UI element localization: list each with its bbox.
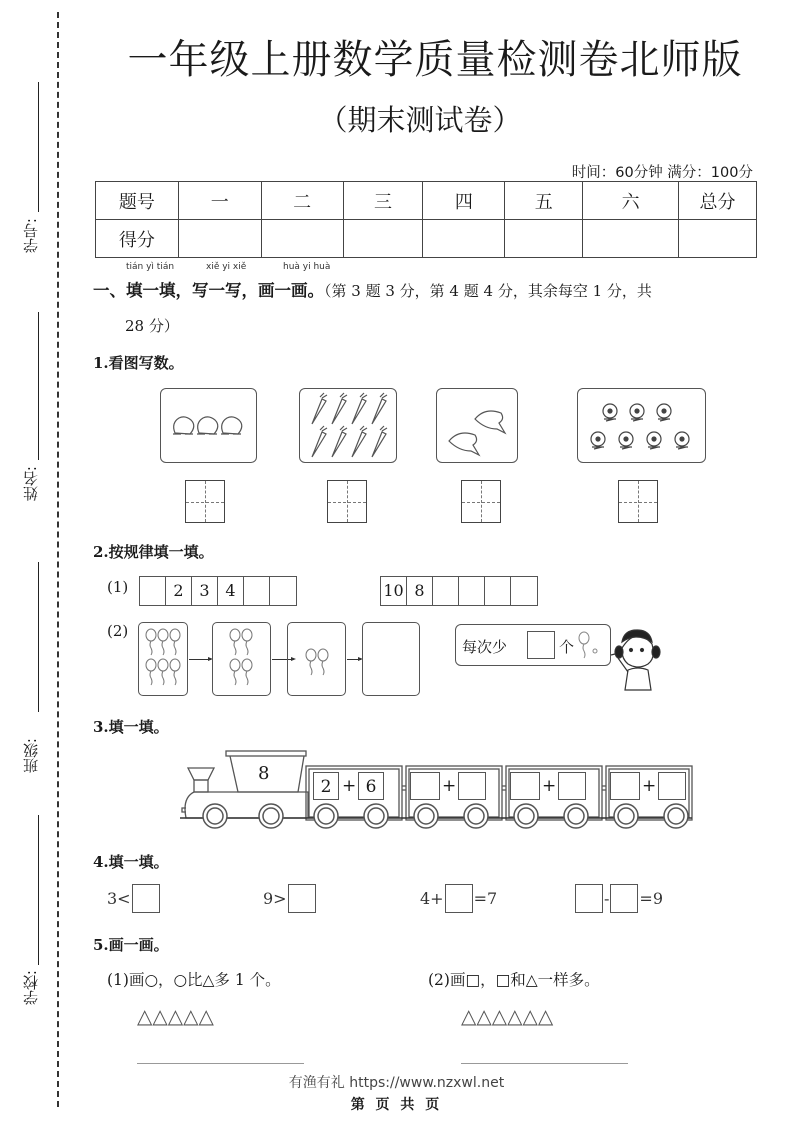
car1-right-value: 6 [358, 772, 384, 800]
q4-item-3 [420, 884, 497, 913]
watermark: 有渔有礼 https://www.nzxwl.net [288, 1075, 505, 1091]
pinyin-tian: tián yì tián [126, 262, 175, 272]
car3-left-box[interactable] [510, 772, 540, 800]
q4-item-left: 3< [107, 889, 131, 908]
girl-illustration [608, 628, 668, 698]
sequence-cell[interactable] [433, 577, 459, 605]
q4-item-right: =9 [639, 889, 663, 908]
car2-right-box[interactable] [458, 772, 486, 800]
q4-item-2 [263, 884, 316, 913]
balloon-icon [288, 623, 347, 697]
q4-answer-box[interactable] [610, 884, 638, 913]
sequence-cell: 8 [407, 577, 433, 605]
score-table [95, 181, 757, 258]
picture-peaches [160, 388, 257, 463]
answer-grid-peaches[interactable] [185, 480, 225, 523]
car1-plus: + [342, 776, 357, 796]
balloon-icon [213, 623, 272, 697]
bubble-answer-box[interactable] [527, 631, 555, 659]
score-cell[interactable] [343, 220, 423, 258]
sequence-cell: 2 [166, 577, 192, 605]
sequence-cell[interactable] [140, 577, 166, 605]
score-header-cell: 六 [583, 182, 679, 220]
q4-item-left: 9> [263, 889, 287, 908]
q5-part1-answer-line[interactable] [137, 1063, 304, 1064]
car3-right-box[interactable] [558, 772, 586, 800]
q5-title: 5.画一画。 [93, 936, 169, 954]
student-id-label: 学号: [22, 218, 40, 254]
class-line[interactable] [38, 562, 39, 712]
speech-bubble [455, 624, 611, 666]
q5-part2: (2)画□，□和△一样多。 [428, 971, 600, 989]
car4-plus: + [642, 776, 657, 796]
balloon-box-4 [212, 622, 271, 696]
q2-title: 2.按规律填一填。 [93, 543, 214, 561]
score-cell[interactable] [679, 220, 757, 258]
car3-plus: + [542, 776, 557, 796]
binding-dashed-line [57, 12, 59, 1107]
car1-left-value: 2 [313, 772, 339, 800]
score-header-cell: 五 [505, 182, 583, 220]
car2-left-box[interactable] [410, 772, 440, 800]
sequence-cell[interactable] [485, 577, 511, 605]
q4-item-4 [575, 884, 663, 913]
q4-answer-box[interactable] [132, 884, 160, 913]
q4-answer-box[interactable] [445, 884, 473, 913]
bubble-prefix: 每次少 [462, 638, 508, 656]
answer-grid-carrots[interactable] [327, 480, 367, 523]
section-heading [93, 277, 652, 301]
flower-icon [578, 389, 707, 464]
sequence-cell[interactable] [270, 577, 296, 605]
picture-carrots [299, 388, 397, 463]
sequence-2 [380, 576, 538, 606]
car4-left-box[interactable] [610, 772, 640, 800]
q4-answer-box[interactable] [575, 884, 603, 913]
school-line[interactable] [38, 815, 39, 965]
sequence-1 [139, 576, 297, 606]
page-number: 第 页 共 页 [350, 1097, 443, 1113]
engine-number: 8 [258, 763, 270, 784]
score-header-cell: 一 [178, 182, 261, 220]
sequence-cell: 10 [381, 577, 407, 605]
dolphin-icon [437, 389, 519, 464]
q5-part1: (1)画○，○比△多 1 个。 [107, 971, 281, 989]
pinyin-xie: xiě yi xiě [206, 262, 247, 272]
score-cell[interactable] [178, 220, 261, 258]
peach-icon [161, 389, 258, 464]
car2-plus: + [442, 776, 457, 796]
balloon-icon [139, 623, 189, 697]
car4-right-box[interactable] [658, 772, 686, 800]
arrow-icon [347, 659, 361, 660]
q1-title: 1.看图写数。 [93, 354, 184, 372]
q4-title: 4.填一填。 [93, 853, 169, 871]
balloon-box-2 [287, 622, 346, 696]
section-score-note-cont: 28 分） [125, 317, 179, 335]
score-header-cell: 题号 [96, 182, 179, 220]
student-id-line[interactable] [38, 82, 39, 212]
score-cell[interactable] [423, 220, 505, 258]
q4-item-right: =7 [473, 889, 498, 908]
class-label: 班级: [22, 738, 40, 774]
q5-part2-triangles: △△△△△△ [461, 1004, 554, 1028]
section-heading-text: 一、填一填，写一写，画一画。 [93, 281, 324, 300]
score-header-cell: 总分 [679, 182, 757, 220]
page-subtitle: （期末测试卷） [318, 103, 522, 137]
score-cell[interactable] [505, 220, 583, 258]
bubble-suffix: 个 [559, 638, 575, 656]
q5-part1-triangles: △△△△△ [137, 1004, 214, 1028]
q4-item-mid: - [604, 889, 610, 908]
balloon-box-empty[interactable] [362, 622, 420, 696]
answer-grid-flowers[interactable] [618, 480, 658, 523]
picture-flowers [577, 388, 706, 463]
score-header-cell: 二 [261, 182, 343, 220]
carrot-icon [300, 389, 398, 464]
answer-grid-dolphins[interactable] [461, 480, 501, 523]
q4-answer-box[interactable] [288, 884, 316, 913]
score-header-cell: 三 [343, 182, 423, 220]
score-table-score-row [96, 220, 757, 258]
sequence-cell[interactable] [511, 577, 537, 605]
sequence-cell: 4 [218, 577, 244, 605]
sequence-cell: 3 [192, 577, 218, 605]
sequence-cell[interactable] [459, 577, 485, 605]
q2-part1-label: (1) [107, 578, 129, 596]
sequence-cell[interactable] [244, 577, 270, 605]
score-table-header-row [96, 182, 757, 220]
score-cell[interactable] [583, 220, 679, 258]
page-title: 一年级上册数学质量检测卷北师版 [127, 37, 743, 83]
balloon-icon [576, 629, 606, 663]
arrow-icon [189, 659, 211, 660]
q4-item-1 [107, 884, 160, 913]
score-header-cell: 四 [423, 182, 505, 220]
balloon-box-6 [138, 622, 188, 696]
pinyin-hua: huà yi huà [283, 262, 331, 272]
exam-meta: 时间：60分钟 满分：100分 [571, 165, 753, 181]
q5-part2-answer-line[interactable] [461, 1063, 628, 1064]
school-label: 学校: [22, 970, 40, 1006]
q3-title: 3.填一填。 [93, 718, 169, 736]
score-row-label: 得分 [96, 220, 179, 258]
score-cell[interactable] [261, 220, 343, 258]
name-line[interactable] [38, 312, 39, 460]
section-score-note: （第 3 题 3 分，第 4 题 4 分，其余每空 1 分，共 [324, 282, 652, 300]
q2-part2-label: (2) [107, 622, 129, 640]
name-label: 姓名: [22, 466, 40, 502]
picture-dolphins [436, 388, 518, 463]
q4-item-left: 4+ [420, 889, 444, 908]
